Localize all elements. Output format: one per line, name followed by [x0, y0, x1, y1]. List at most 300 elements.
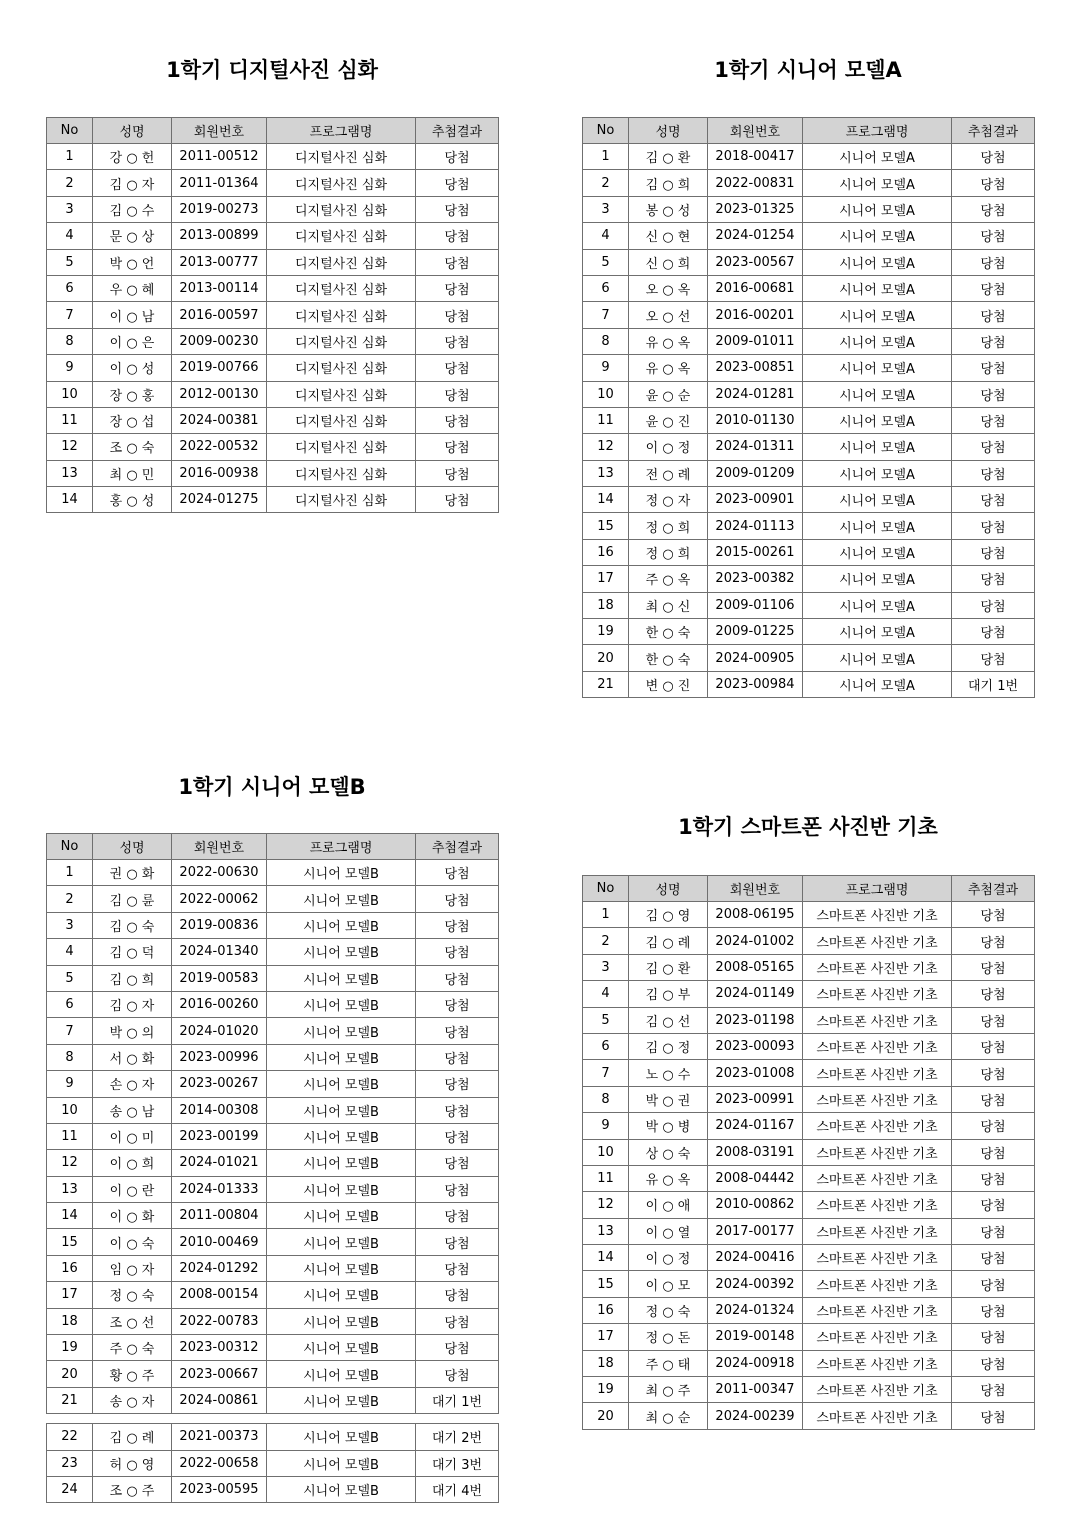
- cell-no: 19: [47, 1335, 93, 1361]
- table-row: [583, 355, 1035, 381]
- table-row: [583, 1297, 1035, 1323]
- cell-no: 15: [583, 513, 629, 539]
- cell-program: 시니어 모델A: [803, 592, 952, 618]
- table-row: [47, 1361, 499, 1387]
- cell-result: 당첨: [416, 1176, 499, 1202]
- cell-result: 당첨: [952, 1165, 1035, 1191]
- cell-result: 당첨: [416, 912, 499, 938]
- col-header-member-id: 회원번호: [708, 118, 803, 144]
- cell-member-id: 2024-01340: [172, 939, 267, 965]
- cell-member-id: 2024-00905: [708, 645, 803, 671]
- col-header-program: 프로그램명: [267, 118, 416, 144]
- table-row: [583, 487, 1035, 513]
- col-header-program: 프로그램명: [803, 876, 952, 902]
- cell-name: 서 ○ 화: [93, 1044, 172, 1070]
- cell-result: 당첨: [952, 1192, 1035, 1218]
- cell-no: 6: [47, 275, 93, 301]
- cell-name: 박 ○ 병: [629, 1113, 708, 1139]
- cell-program: 시니어 모델A: [803, 539, 952, 565]
- section-title: 1학기 시니어 모델A: [714, 58, 902, 82]
- cell-name: 조 ○ 주: [93, 1476, 172, 1502]
- cell-program: 스마트폰 사진반 기초: [803, 1060, 952, 1086]
- cell-member-id: 2012-00130: [172, 381, 267, 407]
- table-row: [47, 1282, 499, 1308]
- col-header-result: 추첨결과: [952, 118, 1035, 144]
- cell-result: 당첨: [416, 1361, 499, 1387]
- cell-result: 당첨: [416, 991, 499, 1017]
- table-row: [583, 302, 1035, 328]
- cell-name: 김 ○ 희: [629, 170, 708, 196]
- cell-result: 당첨: [416, 939, 499, 965]
- cell-no: 3: [47, 912, 93, 938]
- table-row: [47, 886, 499, 912]
- cell-no: 5: [583, 249, 629, 275]
- cell-program: 시니어 모델B: [267, 1450, 416, 1476]
- cell-result: 당첨: [416, 144, 499, 170]
- table-row: [47, 1308, 499, 1334]
- cell-result: 당첨: [952, 1297, 1035, 1323]
- table-row: [583, 1403, 1035, 1429]
- table-row: [583, 954, 1035, 980]
- cell-member-id: 2024-01275: [172, 487, 267, 513]
- cell-no: 2: [47, 170, 93, 196]
- cell-name: 유 ○ 옥: [629, 328, 708, 354]
- cell-program: 시니어 모델A: [803, 460, 952, 486]
- cell-program: 시니어 모델A: [803, 619, 952, 645]
- cell-name: 오 ○ 선: [629, 302, 708, 328]
- lottery-table: [582, 117, 1035, 698]
- cell-program: 디지털사진 심화: [267, 434, 416, 460]
- cell-result: 당첨: [952, 981, 1035, 1007]
- table-row: [47, 912, 499, 938]
- cell-program: 시니어 모델A: [803, 170, 952, 196]
- col-header-member-id: 회원번호: [708, 876, 803, 902]
- cell-member-id: 2008-04442: [708, 1165, 803, 1191]
- cell-result: 당첨: [952, 1113, 1035, 1139]
- cell-member-id: 2023-00595: [172, 1476, 267, 1502]
- cell-no: 8: [47, 328, 93, 354]
- cell-member-id: 2019-00583: [172, 965, 267, 991]
- col-header-name: 성명: [93, 834, 172, 860]
- table-row: [47, 249, 499, 275]
- cell-program: 스마트폰 사진반 기초: [803, 1218, 952, 1244]
- cell-result: 당첨: [952, 355, 1035, 381]
- col-header-result: 추첨결과: [416, 118, 499, 144]
- cell-name: 송 ○ 자: [93, 1387, 172, 1413]
- cell-member-id: 2011-00804: [172, 1203, 267, 1229]
- col-header-member-id: 회원번호: [172, 834, 267, 860]
- table-row: [47, 991, 499, 1017]
- cell-no: 19: [583, 619, 629, 645]
- cell-name: 한 ○ 숙: [629, 619, 708, 645]
- cell-name: 김 ○ 륜: [93, 886, 172, 912]
- cell-result: 당첨: [952, 566, 1035, 592]
- cell-no: 9: [583, 355, 629, 381]
- cell-result: 당첨: [416, 381, 499, 407]
- cell-no: 18: [47, 1308, 93, 1334]
- cell-result: 당첨: [416, 1308, 499, 1334]
- cell-result: 당첨: [952, 1403, 1035, 1429]
- table-header-row: [47, 834, 499, 860]
- cell-name: 김 ○ 환: [629, 954, 708, 980]
- table-header-row: [583, 118, 1035, 144]
- cell-program: 시니어 모델B: [267, 1424, 416, 1450]
- cell-program: 스마트폰 사진반 기초: [803, 1192, 952, 1218]
- cell-program: 시니어 모델B: [267, 1097, 416, 1123]
- table-gap: [47, 1414, 499, 1424]
- cell-result: 당첨: [952, 223, 1035, 249]
- cell-program: 디지털사진 심화: [267, 407, 416, 433]
- table-row: [583, 1324, 1035, 1350]
- cell-result: 당첨: [952, 170, 1035, 196]
- cell-no: 8: [583, 1086, 629, 1112]
- cell-result: 당첨: [952, 1007, 1035, 1033]
- cell-program: 시니어 모델B: [267, 939, 416, 965]
- cell-result: 당첨: [952, 144, 1035, 170]
- cell-program: 스마트폰 사진반 기초: [803, 1033, 952, 1059]
- section-title: 1학기 스마트폰 사진반 기초: [678, 815, 938, 839]
- cell-program: 스마트폰 사진반 기초: [803, 1139, 952, 1165]
- cell-member-id: 2018-00417: [708, 144, 803, 170]
- col-header-no: No: [47, 834, 93, 860]
- table-gap-row: [47, 1414, 499, 1424]
- table-row: [583, 671, 1035, 697]
- cell-program: 시니어 모델A: [803, 566, 952, 592]
- cell-program: 시니어 모델A: [803, 302, 952, 328]
- cell-name: 김 ○ 정: [629, 1033, 708, 1059]
- cell-member-id: 2024-01333: [172, 1176, 267, 1202]
- cell-member-id: 2019-00148: [708, 1324, 803, 1350]
- table-row: [583, 619, 1035, 645]
- cell-name: 황 ○ 주: [93, 1361, 172, 1387]
- table-row: [47, 275, 499, 301]
- cell-program: 시니어 모델A: [803, 196, 952, 222]
- table-row: [47, 1255, 499, 1281]
- cell-program: 시니어 모델A: [803, 355, 952, 381]
- col-header-program: 프로그램명: [803, 118, 952, 144]
- table-row: [47, 965, 499, 991]
- cell-no: 15: [47, 1229, 93, 1255]
- cell-member-id: 2014-00308: [172, 1097, 267, 1123]
- cell-result: 대기 3번: [416, 1450, 499, 1476]
- cell-program: 시니어 모델A: [803, 223, 952, 249]
- cell-no: 12: [583, 434, 629, 460]
- table-row: [47, 1150, 499, 1176]
- cell-program: 시니어 모델B: [267, 1335, 416, 1361]
- table-row: [47, 223, 499, 249]
- cell-program: 시니어 모델A: [803, 328, 952, 354]
- cell-no: 1: [47, 144, 93, 170]
- cell-result: 당첨: [416, 1150, 499, 1176]
- table-row: [583, 249, 1035, 275]
- cell-program: 시니어 모델A: [803, 144, 952, 170]
- cell-program: 스마트폰 사진반 기초: [803, 1007, 952, 1033]
- cell-member-id: 2024-00861: [172, 1387, 267, 1413]
- table-row: [47, 1123, 499, 1149]
- cell-member-id: 2022-00831: [708, 170, 803, 196]
- cell-program: 시니어 모델B: [267, 1282, 416, 1308]
- cell-no: 1: [583, 144, 629, 170]
- cell-no: 20: [583, 645, 629, 671]
- cell-member-id: 2010-01130: [708, 407, 803, 433]
- cell-program: 시니어 모델A: [803, 645, 952, 671]
- cell-program: 디지털사진 심화: [267, 487, 416, 513]
- col-header-name: 성명: [629, 118, 708, 144]
- cell-name: 한 ○ 숙: [629, 645, 708, 671]
- cell-member-id: 2019-00766: [172, 355, 267, 381]
- cell-name: 주 ○ 숙: [93, 1335, 172, 1361]
- table-row: [583, 1192, 1035, 1218]
- cell-result: 당첨: [952, 1350, 1035, 1376]
- cell-result: 당첨: [952, 1139, 1035, 1165]
- cell-program: 시니어 모델B: [267, 1150, 416, 1176]
- cell-program: 시니어 모델B: [267, 1176, 416, 1202]
- cell-name: 김 ○ 환: [629, 144, 708, 170]
- cell-program: 스마트폰 사진반 기초: [803, 981, 952, 1007]
- cell-member-id: 2023-01008: [708, 1060, 803, 1086]
- cell-name: 정 ○ 자: [629, 487, 708, 513]
- cell-result: 당첨: [952, 460, 1035, 486]
- cell-no: 10: [47, 1097, 93, 1123]
- cell-program: 디지털사진 심화: [267, 196, 416, 222]
- cell-name: 이 ○ 애: [629, 1192, 708, 1218]
- cell-result: 당첨: [416, 1018, 499, 1044]
- cell-member-id: 2022-00532: [172, 434, 267, 460]
- cell-program: 스마트폰 사진반 기초: [803, 1297, 952, 1323]
- cell-no: 17: [583, 1324, 629, 1350]
- col-header-name: 성명: [93, 118, 172, 144]
- table-row: [583, 144, 1035, 170]
- table-header-row: [47, 118, 499, 144]
- cell-name: 주 ○ 태: [629, 1350, 708, 1376]
- cell-member-id: 2022-00658: [172, 1450, 267, 1476]
- cell-program: 시니어 모델B: [267, 1044, 416, 1070]
- cell-no: 20: [47, 1361, 93, 1387]
- cell-member-id: 2023-00667: [172, 1361, 267, 1387]
- cell-no: 4: [583, 223, 629, 249]
- cell-member-id: 2024-01254: [708, 223, 803, 249]
- cell-result: 당첨: [416, 1097, 499, 1123]
- cell-program: 스마트폰 사진반 기초: [803, 1403, 952, 1429]
- table-row: [583, 170, 1035, 196]
- cell-program: 시니어 모델B: [267, 1476, 416, 1502]
- cell-name: 김 ○ 수: [93, 196, 172, 222]
- table-row: [583, 1033, 1035, 1059]
- table-row: [583, 1245, 1035, 1271]
- cell-result: 당첨: [952, 1086, 1035, 1112]
- cell-result: 당첨: [416, 223, 499, 249]
- cell-no: 18: [583, 592, 629, 618]
- cell-program: 스마트폰 사진반 기초: [803, 1086, 952, 1112]
- lottery-table: [46, 833, 499, 1503]
- cell-program: 스마트폰 사진반 기초: [803, 954, 952, 980]
- cell-result: 당첨: [416, 965, 499, 991]
- cell-name: 봉 ○ 성: [629, 196, 708, 222]
- cell-program: 디지털사진 심화: [267, 275, 416, 301]
- cell-member-id: 2017-00177: [708, 1218, 803, 1244]
- cell-no: 16: [583, 539, 629, 565]
- cell-member-id: 2024-00918: [708, 1350, 803, 1376]
- table-row: [47, 144, 499, 170]
- cell-no: 4: [583, 981, 629, 1007]
- cell-no: 6: [583, 275, 629, 301]
- cell-name: 최 ○ 순: [629, 1403, 708, 1429]
- cell-result: 대기 1번: [952, 671, 1035, 697]
- cell-program: 시니어 모델B: [267, 1018, 416, 1044]
- cell-name: 장 ○ 홍: [93, 381, 172, 407]
- col-header-no: No: [47, 118, 93, 144]
- cell-name: 주 ○ 옥: [629, 566, 708, 592]
- cell-program: 스마트폰 사진반 기초: [803, 928, 952, 954]
- cell-member-id: 2009-01011: [708, 328, 803, 354]
- cell-member-id: 2024-01311: [708, 434, 803, 460]
- cell-result: 당첨: [416, 460, 499, 486]
- cell-program: 시니어 모델A: [803, 434, 952, 460]
- section-title: 1학기 디지털사진 심화: [166, 58, 378, 82]
- cell-no: 1: [47, 860, 93, 886]
- cell-member-id: 2022-00630: [172, 860, 267, 886]
- cell-member-id: 2021-00373: [172, 1424, 267, 1450]
- table-row: [47, 1044, 499, 1070]
- cell-member-id: 2010-00862: [708, 1192, 803, 1218]
- cell-no: 13: [583, 1218, 629, 1244]
- cell-member-id: 2019-00273: [172, 196, 267, 222]
- cell-name: 정 ○ 희: [629, 513, 708, 539]
- table-row: [583, 1113, 1035, 1139]
- cell-result: 당첨: [952, 328, 1035, 354]
- cell-name: 김 ○ 부: [629, 981, 708, 1007]
- table-row: [583, 539, 1035, 565]
- cell-name: 정 ○ 숙: [629, 1297, 708, 1323]
- cell-name: 박 ○ 권: [629, 1086, 708, 1112]
- cell-member-id: 2024-01324: [708, 1297, 803, 1323]
- cell-result: 당첨: [952, 1271, 1035, 1297]
- cell-name: 신 ○ 현: [629, 223, 708, 249]
- cell-no: 11: [583, 1165, 629, 1191]
- cell-result: 당첨: [952, 487, 1035, 513]
- table-row: [47, 1476, 499, 1502]
- cell-result: 당첨: [416, 1203, 499, 1229]
- col-header-no: No: [583, 118, 629, 144]
- cell-name: 신 ○ 희: [629, 249, 708, 275]
- cell-no: 2: [583, 928, 629, 954]
- col-header-no: No: [583, 876, 629, 902]
- cell-no: 7: [583, 302, 629, 328]
- cell-no: 4: [47, 223, 93, 249]
- cell-no: 13: [47, 460, 93, 486]
- cell-result: 당첨: [952, 592, 1035, 618]
- cell-name: 김 ○ 덕: [93, 939, 172, 965]
- cell-no: 7: [583, 1060, 629, 1086]
- cell-member-id: 2023-00851: [708, 355, 803, 381]
- cell-program: 시니어 모델B: [267, 1071, 416, 1097]
- cell-member-id: 2016-00938: [172, 460, 267, 486]
- cell-program: 시니어 모델B: [267, 912, 416, 938]
- cell-result: 당첨: [952, 619, 1035, 645]
- cell-name: 홍 ○ 성: [93, 487, 172, 513]
- table-row: [583, 1060, 1035, 1086]
- cell-program: 스마트폰 사진반 기초: [803, 1113, 952, 1139]
- cell-name: 이 ○ 희: [93, 1150, 172, 1176]
- table-row: [47, 196, 499, 222]
- table-row: [583, 275, 1035, 301]
- cell-no: 9: [47, 355, 93, 381]
- cell-program: 시니어 모델B: [267, 1203, 416, 1229]
- cell-program: 스마트폰 사진반 기초: [803, 1271, 952, 1297]
- cell-program: 시니어 모델B: [267, 965, 416, 991]
- cell-member-id: 2024-01281: [708, 381, 803, 407]
- cell-no: 5: [583, 1007, 629, 1033]
- cell-program: 디지털사진 심화: [267, 460, 416, 486]
- cell-member-id: 2022-00783: [172, 1308, 267, 1334]
- cell-name: 김 ○ 례: [629, 928, 708, 954]
- cell-member-id: 2016-00681: [708, 275, 803, 301]
- table-row: [47, 1450, 499, 1476]
- cell-program: 디지털사진 심화: [267, 302, 416, 328]
- cell-no: 18: [583, 1350, 629, 1376]
- cell-program: 시니어 모델B: [267, 1229, 416, 1255]
- cell-program: 스마트폰 사진반 기초: [803, 902, 952, 928]
- cell-no: 10: [583, 1139, 629, 1165]
- cell-result: 당첨: [416, 170, 499, 196]
- cell-name: 노 ○ 수: [629, 1060, 708, 1086]
- cell-no: 3: [583, 954, 629, 980]
- cell-name: 정 ○ 돈: [629, 1324, 708, 1350]
- cell-name: 윤 ○ 순: [629, 381, 708, 407]
- cell-program: 시니어 모델A: [803, 407, 952, 433]
- cell-name: 이 ○ 열: [629, 1218, 708, 1244]
- table-row: [47, 487, 499, 513]
- cell-member-id: 2008-05165: [708, 954, 803, 980]
- cell-member-id: 2016-00260: [172, 991, 267, 1017]
- cell-member-id: 2015-00261: [708, 539, 803, 565]
- cell-result: 당첨: [952, 434, 1035, 460]
- table-header-row: [583, 876, 1035, 902]
- cell-no: 10: [583, 381, 629, 407]
- cell-name: 송 ○ 남: [93, 1097, 172, 1123]
- cell-result: 당첨: [952, 1324, 1035, 1350]
- cell-no: 13: [47, 1176, 93, 1202]
- cell-name: 정 ○ 희: [629, 539, 708, 565]
- table-row: [47, 407, 499, 433]
- cell-name: 강 ○ 헌: [93, 144, 172, 170]
- cell-name: 조 ○ 선: [93, 1308, 172, 1334]
- cell-member-id: 2009-00230: [172, 328, 267, 354]
- cell-no: 14: [47, 487, 93, 513]
- cell-result: 당첨: [416, 1335, 499, 1361]
- table-row: [583, 981, 1035, 1007]
- table-row: [583, 566, 1035, 592]
- cell-name: 박 ○ 의: [93, 1018, 172, 1044]
- cell-no: 14: [47, 1203, 93, 1229]
- cell-result: 당첨: [952, 1245, 1035, 1271]
- cell-program: 디지털사진 심화: [267, 249, 416, 275]
- cell-result: 당첨: [416, 1071, 499, 1097]
- cell-member-id: 2023-00984: [708, 671, 803, 697]
- cell-no: 6: [583, 1033, 629, 1059]
- cell-no: 12: [583, 1192, 629, 1218]
- cell-no: 4: [47, 939, 93, 965]
- cell-program: 스마트폰 사진반 기초: [803, 1350, 952, 1376]
- cell-no: 22: [47, 1424, 93, 1450]
- table-row: [583, 1139, 1035, 1165]
- cell-program: 디지털사진 심화: [267, 355, 416, 381]
- table-row: [583, 223, 1035, 249]
- cell-member-id: 2024-01002: [708, 928, 803, 954]
- table-row: [583, 902, 1035, 928]
- table-row: [583, 434, 1035, 460]
- cell-program: 시니어 모델B: [267, 991, 416, 1017]
